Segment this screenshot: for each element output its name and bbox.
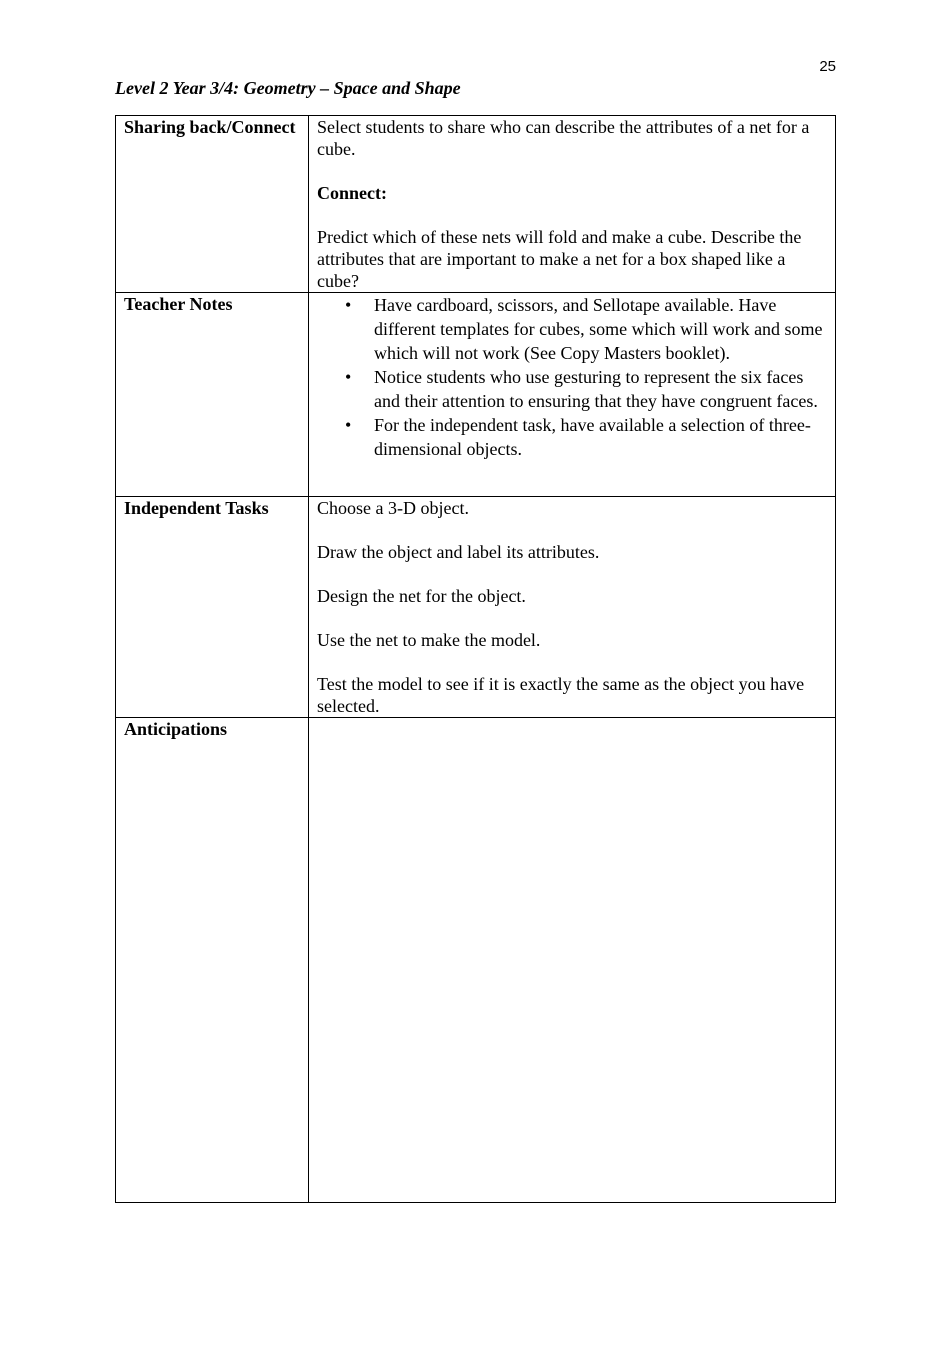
page-title: Level 2 Year 3/4: Geometry – Space and Shape: [115, 78, 461, 98]
anticipations-content: [309, 718, 836, 1203]
task-item: Test the model to see if it is exactly the same as the object you have selected.: [317, 674, 805, 716]
bullet-icon: •: [345, 415, 352, 435]
task-item: Choose a 3-D object.: [317, 498, 469, 518]
row-label-teacher-notes: Teacher Notes: [116, 293, 309, 497]
teacher-notes-content: [309, 293, 836, 497]
page-number: 25: [819, 58, 836, 75]
table-row-sharing: [116, 116, 836, 293]
task-item: Use the net to make the model.: [317, 630, 541, 650]
row-label-sharing: Sharing back/Connect: [116, 116, 309, 293]
sharing-content: [309, 116, 836, 293]
task-item: Design the net for the object.: [317, 586, 526, 606]
sharing-intro: Select students to share who can describe the attributes of a net for a cube.: [317, 117, 810, 159]
task-item: Draw the object and label its attributes.: [317, 542, 600, 562]
connect-text: Predict which of these nets will fold and make a cube. Describe the attributes that are important to make a net for a box shaped like a cube?: [317, 227, 802, 291]
table-row-teacher-notes: [116, 293, 836, 497]
row-label-independent-tasks: Independent Tasks: [116, 497, 309, 718]
teacher-note-text: Notice students who use gesturing to represent the six faces and their attention to ensuring that they have congruent faces.: [374, 367, 818, 411]
connect-heading: Connect:: [317, 183, 387, 203]
table-row-anticipations: [116, 718, 836, 1203]
row-label-anticipations: Anticipations: [116, 718, 309, 1203]
list-item: [317, 413, 827, 461]
lesson-plan-table: [115, 115, 836, 1203]
independent-tasks-content: [309, 497, 836, 718]
teacher-notes-list: [317, 293, 827, 461]
list-item: [317, 365, 827, 413]
teacher-note-text: For the independent task, have available a selection of three-dimensional objects.: [374, 415, 811, 459]
teacher-note-text: Have cardboard, scissors, and Sellotape available. Have different templates for cubes, some which will work and some which will not work (See Copy Masters booklet).: [374, 295, 823, 363]
bullet-icon: •: [345, 295, 352, 315]
table-row-independent-tasks: [116, 497, 836, 718]
list-item: [317, 293, 827, 365]
bullet-icon: •: [345, 367, 352, 387]
